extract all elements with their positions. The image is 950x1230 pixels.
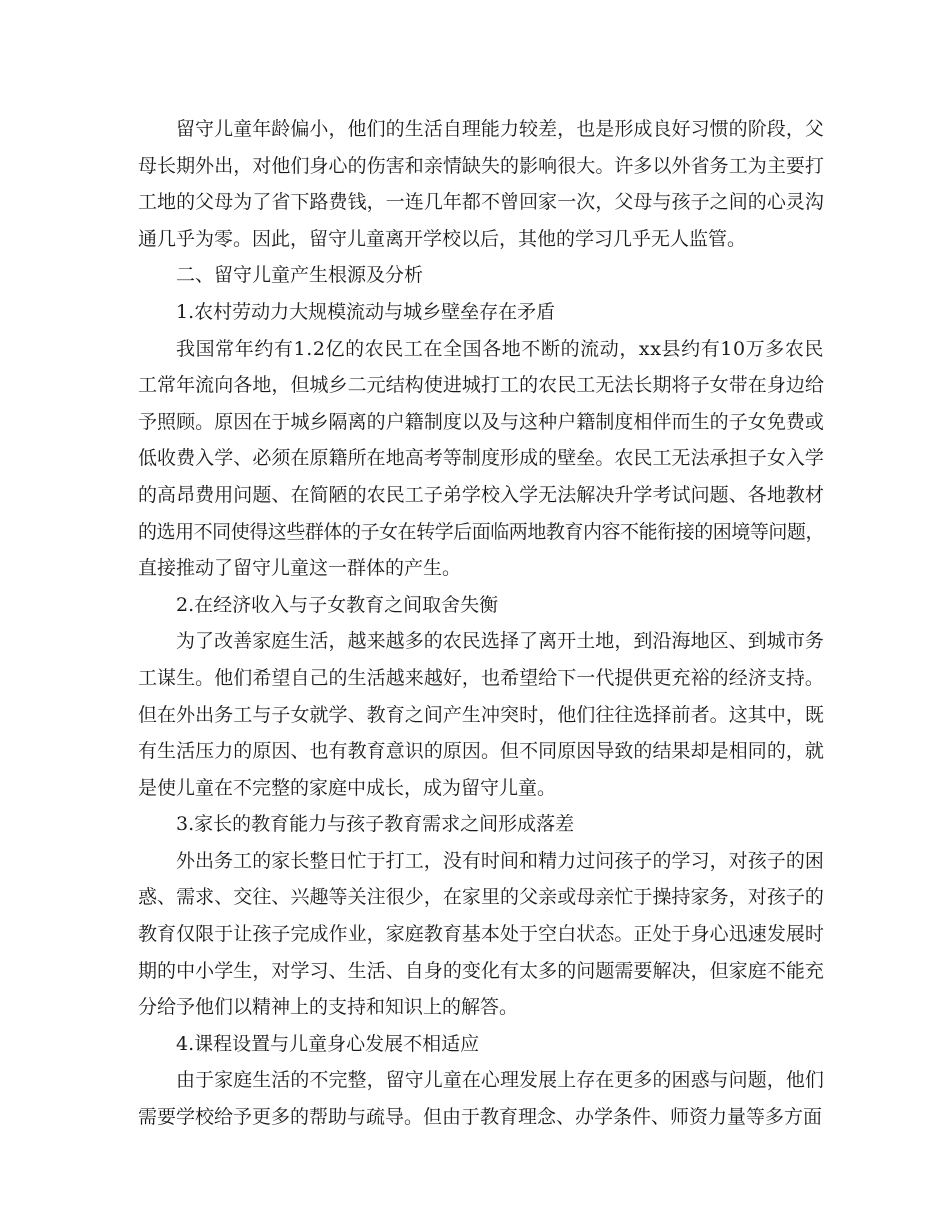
paragraph-line: 的选用不同使得这些群体的子女在转学后面临两地教育内容不能衔接的困境等问题， xyxy=(138,520,824,543)
paragraph-line: 的高昂费用问题、在简陋的农民工子弟学校入学无法解决升学考试问题、各地教材 xyxy=(138,483,824,506)
paragraph-line: 工常年流向各地，但城乡二元结构使进城打工的农民工无法长期将子女带在身边给 xyxy=(138,374,824,397)
paragraph-line: 需要学校给予更多的帮助与疏导。但由于教育理念、办学条件、师资力量等多方面 xyxy=(138,1106,823,1129)
paragraph-line: 外出务工的家长整日忙于打工，没有时间和精力过问孩子的学习，对孩子的困 xyxy=(176,849,824,872)
paragraph-line: 工谋生。他们希望自己的生活越来越好，也希望给下一代提供更充裕的经济支持。 xyxy=(138,666,824,689)
paragraph-line: 低收费入学、必须在原籍所在地高考等制度形成的壁垒。农民工无法承担子女入学 xyxy=(138,447,824,470)
paragraph-line: 惑、需求、交往、兴趣等关注很少，在家里的父亲或母亲忙于操持家务，对孩子的 xyxy=(138,886,824,909)
paragraph-line: 为了改善家庭生活，越来越多的农民选择了离开土地，到沿海地区、到城市务 xyxy=(176,630,824,653)
document-body xyxy=(138,111,824,1136)
paragraph-line: 通几乎为零。因此，留守儿童离开学校以后，其他的学习几乎无人监管。 xyxy=(138,227,747,250)
paragraph-line: 但在外出务工与子女就学、教育之间产生冲突时，他们往往选择前者。这其中，既 xyxy=(138,703,824,726)
paragraph-line: 母长期外出，对他们身心的伤害和亲情缺失的影响很大。许多以外省务工为主要打 xyxy=(138,154,824,177)
paragraph-line: 由于家庭生活的不完整，留守儿童在心理发展上存在更多的困惑与问题，他们 xyxy=(176,1069,824,1092)
paragraph-line: 期的中小学生，对学习、生活、自身的变化有太多的问题需要解决，但家庭不能充 xyxy=(138,959,824,982)
paragraph-line: 我国常年约有1.2亿的农民工在全国各地不断的流动，xx县约有10万多农民 xyxy=(176,337,824,360)
subsection-heading: 2.在经济收入与子女教育之间取舍失衡 xyxy=(176,593,499,616)
paragraph-line: 工地的父母为了省下路费钱，一连几年都不曾回家一次，父母与孩子之间的心灵沟 xyxy=(138,191,824,214)
paragraph-line: 留守儿童年龄偏小，他们的生活自理能力较差，也是形成良好习惯的阶段，父 xyxy=(176,118,824,140)
paragraph-line: 直接推动了留守儿童这一群体的产生。 xyxy=(138,557,462,580)
paragraph-line: 教育仅限于让孩子完成作业，家庭教育基本处于空白状态。正处于身心迅速发展时 xyxy=(138,923,824,946)
paragraph-line: 予照顾。原因在于城乡隔离的户籍制度以及与这种户籍制度相伴而生的子女免费或 xyxy=(138,410,824,433)
paragraph-line: 有生活压力的原因、也有教育意识的原因。但不同原因导致的结果却是相同的，就 xyxy=(138,740,824,763)
subsection-heading: 1.农村劳动力大规模流动与城乡壁垒存在矛盾 xyxy=(176,300,556,323)
subsection-heading: 3.家长的教育能力与孩子教育需求之间形成落差 xyxy=(176,813,575,836)
paragraph-line: 分给予他们以精神上的支持和知识上的解答。 xyxy=(138,996,519,1019)
paragraph-line: 是使儿童在不完整的家庭中成长，成为留守儿童。 xyxy=(138,776,557,799)
section-heading: 二、留守儿童产生根源及分析 xyxy=(176,264,424,287)
subsection-heading: 4.课程设置与儿童身心发展不相适应 xyxy=(176,1032,480,1055)
